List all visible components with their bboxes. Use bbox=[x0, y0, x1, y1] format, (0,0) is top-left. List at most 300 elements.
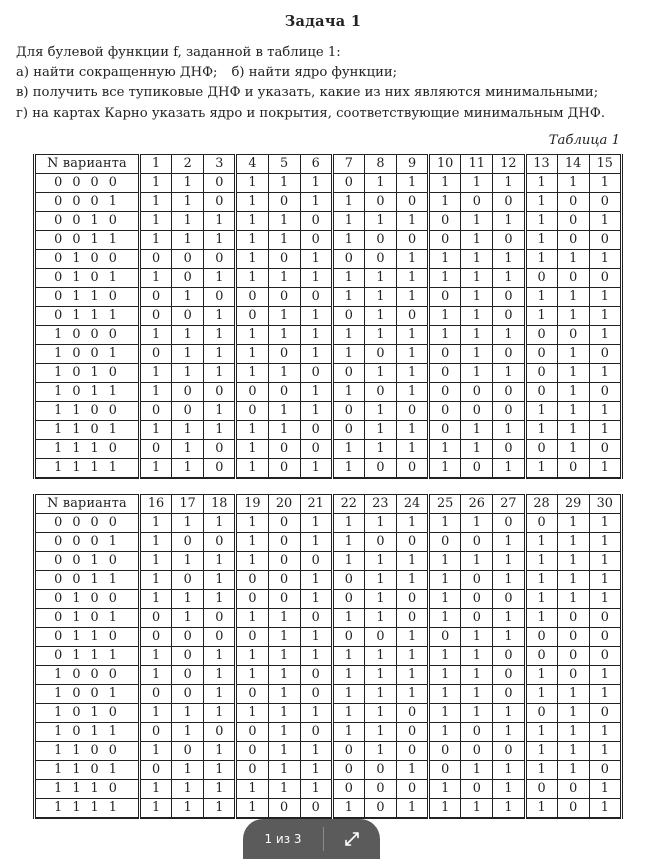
function-value: 1 bbox=[493, 704, 525, 723]
function-value: 0 bbox=[268, 552, 300, 571]
function-value: 1 bbox=[300, 628, 332, 647]
function-value: 1 bbox=[589, 514, 621, 533]
function-value: 1 bbox=[364, 440, 396, 459]
variant-header: 23 bbox=[364, 495, 396, 514]
function-value: 1 bbox=[589, 590, 621, 609]
function-value: 1 bbox=[236, 345, 268, 364]
function-value: 0 bbox=[493, 231, 525, 250]
function-value: 0 bbox=[236, 383, 268, 402]
input-combination: 1 1 1 0 bbox=[35, 780, 140, 799]
function-value: 0 bbox=[589, 269, 621, 288]
function-value: 1 bbox=[332, 723, 364, 742]
function-value: 1 bbox=[429, 269, 461, 288]
function-value: 1 bbox=[300, 590, 332, 609]
function-value: 1 bbox=[525, 552, 557, 571]
function-value: 0 bbox=[589, 383, 621, 402]
function-value: 1 bbox=[525, 723, 557, 742]
function-value: 1 bbox=[236, 533, 268, 552]
function-value: 1 bbox=[332, 231, 364, 250]
function-value: 1 bbox=[140, 459, 172, 479]
table-row bbox=[35, 250, 622, 269]
input-combination: 0 0 0 1 bbox=[35, 193, 140, 212]
function-value: 0 bbox=[429, 231, 461, 250]
function-value: 0 bbox=[493, 514, 525, 533]
function-value: 1 bbox=[236, 609, 268, 628]
intro-item-d: г) на картах Карно указать ядро и покрытия, соответствующие минимальным ДНФ. bbox=[16, 105, 606, 121]
function-value: 0 bbox=[493, 345, 525, 364]
variant-header: 17 bbox=[172, 495, 204, 514]
function-value: 1 bbox=[300, 761, 332, 780]
function-value: 1 bbox=[557, 174, 589, 193]
function-value: 1 bbox=[557, 590, 589, 609]
function-value: 0 bbox=[236, 307, 268, 326]
function-value: 0 bbox=[364, 383, 396, 402]
function-value: 1 bbox=[300, 647, 332, 666]
pdf-page-controls bbox=[243, 819, 380, 859]
function-value: 1 bbox=[268, 307, 300, 326]
function-value: 1 bbox=[397, 440, 429, 459]
variant-header: 1 bbox=[140, 155, 172, 174]
function-value: 1 bbox=[397, 647, 429, 666]
function-value: 1 bbox=[204, 666, 236, 685]
function-value: 0 bbox=[172, 628, 204, 647]
function-value: 1 bbox=[429, 780, 461, 799]
function-value: 1 bbox=[140, 212, 172, 231]
function-value: 0 bbox=[332, 780, 364, 799]
function-value: 0 bbox=[300, 421, 332, 440]
function-value: 1 bbox=[332, 799, 364, 819]
function-value: 1 bbox=[172, 421, 204, 440]
function-value: 0 bbox=[300, 440, 332, 459]
function-value: 0 bbox=[525, 514, 557, 533]
table-row bbox=[35, 628, 622, 647]
function-value: 1 bbox=[204, 364, 236, 383]
function-value: 1 bbox=[364, 723, 396, 742]
function-value: 0 bbox=[268, 383, 300, 402]
page-indicator: 1 из 3 bbox=[264, 832, 302, 846]
function-value: 0 bbox=[332, 421, 364, 440]
function-value: 1 bbox=[429, 590, 461, 609]
function-value: 1 bbox=[204, 685, 236, 704]
function-value: 1 bbox=[204, 212, 236, 231]
function-value: 1 bbox=[140, 421, 172, 440]
function-value: 1 bbox=[204, 571, 236, 590]
table-row bbox=[35, 571, 622, 590]
input-combination: 0 0 0 0 bbox=[35, 174, 140, 193]
function-value: 1 bbox=[525, 571, 557, 590]
function-value: 0 bbox=[429, 364, 461, 383]
function-value: 1 bbox=[172, 440, 204, 459]
function-value: 0 bbox=[364, 780, 396, 799]
function-value: 1 bbox=[429, 307, 461, 326]
function-value: 0 bbox=[557, 799, 589, 819]
function-value: 1 bbox=[397, 628, 429, 647]
function-value: 1 bbox=[236, 250, 268, 269]
function-value: 0 bbox=[140, 723, 172, 742]
function-value: 1 bbox=[236, 459, 268, 479]
input-combination: 1 1 0 0 bbox=[35, 402, 140, 421]
function-value: 1 bbox=[589, 780, 621, 799]
function-value: 0 bbox=[429, 628, 461, 647]
function-value: 0 bbox=[268, 459, 300, 479]
function-value: 1 bbox=[493, 628, 525, 647]
function-value: 1 bbox=[140, 552, 172, 571]
function-value: 1 bbox=[461, 647, 493, 666]
function-value: 1 bbox=[204, 590, 236, 609]
input-combination: 0 0 0 1 bbox=[35, 533, 140, 552]
input-combination: 1 0 0 0 bbox=[35, 666, 140, 685]
function-value: 0 bbox=[493, 590, 525, 609]
function-value: 1 bbox=[557, 514, 589, 533]
variant-header: 30 bbox=[589, 495, 621, 514]
variant-header: 28 bbox=[525, 495, 557, 514]
function-value: 1 bbox=[140, 174, 172, 193]
function-value: 0 bbox=[268, 250, 300, 269]
function-value: 1 bbox=[268, 780, 300, 799]
function-value: 1 bbox=[493, 761, 525, 780]
table-row bbox=[35, 402, 622, 421]
function-value: 1 bbox=[397, 288, 429, 307]
function-value: 1 bbox=[300, 571, 332, 590]
function-value: 1 bbox=[140, 590, 172, 609]
function-value: 1 bbox=[300, 383, 332, 402]
function-value: 0 bbox=[204, 628, 236, 647]
function-value: 1 bbox=[332, 440, 364, 459]
intro-item-c: в) получить все тупиковые ДНФ и указать, какие из них являются минимальными; bbox=[16, 85, 599, 101]
function-value: 0 bbox=[332, 307, 364, 326]
function-value: 0 bbox=[557, 647, 589, 666]
function-value: 1 bbox=[204, 761, 236, 780]
function-value: 0 bbox=[236, 571, 268, 590]
function-value: 1 bbox=[589, 571, 621, 590]
function-value: 1 bbox=[493, 609, 525, 628]
function-value: 1 bbox=[364, 307, 396, 326]
function-value: 1 bbox=[589, 250, 621, 269]
variant-header: 29 bbox=[557, 495, 589, 514]
function-value: 1 bbox=[461, 269, 493, 288]
function-value: 1 bbox=[525, 742, 557, 761]
function-value: 1 bbox=[589, 421, 621, 440]
function-value: 1 bbox=[236, 421, 268, 440]
function-value: 0 bbox=[589, 609, 621, 628]
function-value: 1 bbox=[589, 212, 621, 231]
function-value: 1 bbox=[300, 459, 332, 479]
function-value: 1 bbox=[140, 364, 172, 383]
function-value: 0 bbox=[397, 742, 429, 761]
variant-header: 24 bbox=[397, 495, 429, 514]
function-value: 1 bbox=[364, 609, 396, 628]
variant-header: 18 bbox=[204, 495, 236, 514]
function-value: 0 bbox=[557, 609, 589, 628]
function-value: 1 bbox=[300, 174, 332, 193]
function-value: 1 bbox=[557, 723, 589, 742]
table-row bbox=[35, 552, 622, 571]
function-value: 0 bbox=[364, 345, 396, 364]
table-row bbox=[35, 174, 622, 193]
function-value: 0 bbox=[557, 193, 589, 212]
function-value: 0 bbox=[461, 780, 493, 799]
function-value: 1 bbox=[172, 288, 204, 307]
function-value: 1 bbox=[397, 269, 429, 288]
function-value: 1 bbox=[172, 609, 204, 628]
function-value: 1 bbox=[332, 685, 364, 704]
function-value: 1 bbox=[364, 514, 396, 533]
function-value: 0 bbox=[589, 231, 621, 250]
function-value: 0 bbox=[525, 628, 557, 647]
function-value: 1 bbox=[364, 269, 396, 288]
function-value: 1 bbox=[429, 609, 461, 628]
function-value: 1 bbox=[397, 685, 429, 704]
function-value: 1 bbox=[589, 326, 621, 345]
input-combination: 1 0 0 0 bbox=[35, 326, 140, 345]
variant-header: 8 bbox=[364, 155, 396, 174]
function-value: 0 bbox=[364, 193, 396, 212]
table-caption: Таблица 1 bbox=[548, 133, 620, 148]
function-value: 1 bbox=[172, 326, 204, 345]
function-value: 1 bbox=[172, 174, 204, 193]
table-row bbox=[35, 666, 622, 685]
function-value: 1 bbox=[397, 364, 429, 383]
function-value: 1 bbox=[268, 647, 300, 666]
function-value: 1 bbox=[493, 269, 525, 288]
function-value: 1 bbox=[589, 533, 621, 552]
function-value: 1 bbox=[172, 364, 204, 383]
function-value: 1 bbox=[493, 552, 525, 571]
function-value: 0 bbox=[557, 780, 589, 799]
function-value: 0 bbox=[332, 250, 364, 269]
function-value: 0 bbox=[140, 288, 172, 307]
function-value: 0 bbox=[172, 666, 204, 685]
function-value: 0 bbox=[397, 704, 429, 723]
function-value: 1 bbox=[589, 288, 621, 307]
expand-button[interactable] bbox=[324, 831, 380, 847]
function-value: 1 bbox=[236, 269, 268, 288]
function-value: 0 bbox=[332, 364, 364, 383]
function-value: 0 bbox=[461, 742, 493, 761]
function-value: 1 bbox=[364, 364, 396, 383]
function-value: 1 bbox=[525, 307, 557, 326]
table-row bbox=[35, 193, 622, 212]
function-value: 1 bbox=[268, 666, 300, 685]
variant-header: 13 bbox=[525, 155, 557, 174]
table-row bbox=[35, 780, 622, 799]
function-value: 0 bbox=[429, 761, 461, 780]
function-value: 0 bbox=[493, 440, 525, 459]
function-value: 1 bbox=[236, 212, 268, 231]
function-value: 1 bbox=[236, 514, 268, 533]
function-value: 1 bbox=[204, 742, 236, 761]
variant-header: 16 bbox=[140, 495, 172, 514]
function-value: 1 bbox=[364, 421, 396, 440]
function-value: 1 bbox=[236, 780, 268, 799]
label-header: N варианта bbox=[35, 155, 140, 174]
table-header-row bbox=[35, 495, 622, 514]
function-value: 1 bbox=[461, 288, 493, 307]
function-value: 1 bbox=[172, 723, 204, 742]
function-value: 1 bbox=[236, 799, 268, 819]
function-value: 1 bbox=[332, 533, 364, 552]
function-value: 1 bbox=[397, 552, 429, 571]
function-value: 1 bbox=[300, 269, 332, 288]
truth-table-block-2 bbox=[33, 494, 623, 819]
function-value: 1 bbox=[236, 704, 268, 723]
function-value: 1 bbox=[557, 533, 589, 552]
function-value: 0 bbox=[332, 402, 364, 421]
function-value: 1 bbox=[557, 552, 589, 571]
function-value: 0 bbox=[172, 383, 204, 402]
function-value: 0 bbox=[204, 250, 236, 269]
function-value: 0 bbox=[493, 685, 525, 704]
function-value: 1 bbox=[204, 799, 236, 819]
variant-header: 25 bbox=[429, 495, 461, 514]
function-value: 0 bbox=[204, 723, 236, 742]
function-value: 1 bbox=[429, 723, 461, 742]
function-value: 0 bbox=[589, 345, 621, 364]
function-value: 0 bbox=[397, 609, 429, 628]
function-value: 1 bbox=[429, 326, 461, 345]
function-value: 1 bbox=[140, 533, 172, 552]
input-combination: 1 0 1 1 bbox=[35, 383, 140, 402]
function-value: 1 bbox=[300, 193, 332, 212]
function-value: 0 bbox=[461, 609, 493, 628]
function-value: 0 bbox=[461, 533, 493, 552]
function-value: 1 bbox=[204, 269, 236, 288]
function-value: 0 bbox=[268, 533, 300, 552]
function-value: 0 bbox=[589, 647, 621, 666]
function-value: 1 bbox=[589, 307, 621, 326]
input-combination: 1 1 1 0 bbox=[35, 440, 140, 459]
table-row bbox=[35, 609, 622, 628]
function-value: 1 bbox=[461, 666, 493, 685]
function-value: 1 bbox=[493, 174, 525, 193]
function-value: 1 bbox=[493, 421, 525, 440]
function-value: 1 bbox=[268, 685, 300, 704]
function-value: 1 bbox=[140, 571, 172, 590]
function-value: 0 bbox=[461, 723, 493, 742]
function-value: 0 bbox=[364, 533, 396, 552]
function-value: 1 bbox=[429, 799, 461, 819]
function-value: 1 bbox=[525, 590, 557, 609]
table-row bbox=[35, 742, 622, 761]
function-value: 1 bbox=[140, 799, 172, 819]
function-value: 1 bbox=[429, 666, 461, 685]
function-value: 1 bbox=[268, 174, 300, 193]
function-value: 1 bbox=[172, 459, 204, 479]
table-row bbox=[35, 364, 622, 383]
function-value: 1 bbox=[172, 514, 204, 533]
function-value: 0 bbox=[557, 212, 589, 231]
input-combination: 1 0 1 1 bbox=[35, 723, 140, 742]
function-value: 1 bbox=[268, 326, 300, 345]
function-value: 0 bbox=[429, 421, 461, 440]
function-value: 1 bbox=[300, 345, 332, 364]
function-value: 0 bbox=[268, 590, 300, 609]
function-value: 0 bbox=[236, 742, 268, 761]
input-combination: 0 1 0 1 bbox=[35, 269, 140, 288]
function-value: 1 bbox=[332, 666, 364, 685]
function-value: 1 bbox=[364, 704, 396, 723]
function-value: 0 bbox=[172, 402, 204, 421]
function-value: 1 bbox=[364, 174, 396, 193]
function-value: 0 bbox=[429, 533, 461, 552]
function-value: 1 bbox=[332, 647, 364, 666]
input-combination: 1 1 0 0 bbox=[35, 742, 140, 761]
function-value: 1 bbox=[589, 459, 621, 479]
function-value: 1 bbox=[461, 514, 493, 533]
variant-header: 11 bbox=[461, 155, 493, 174]
function-value: 0 bbox=[236, 628, 268, 647]
function-value: 1 bbox=[461, 421, 493, 440]
input-combination: 0 1 0 1 bbox=[35, 609, 140, 628]
function-value: 1 bbox=[397, 421, 429, 440]
function-value: 0 bbox=[172, 571, 204, 590]
function-value: 1 bbox=[236, 440, 268, 459]
function-value: 0 bbox=[364, 231, 396, 250]
function-value: 1 bbox=[300, 250, 332, 269]
function-value: 0 bbox=[332, 628, 364, 647]
function-value: 0 bbox=[429, 288, 461, 307]
function-value: 1 bbox=[204, 552, 236, 571]
function-value: 0 bbox=[557, 269, 589, 288]
function-value: 1 bbox=[461, 174, 493, 193]
function-value: 0 bbox=[204, 440, 236, 459]
function-value: 1 bbox=[332, 552, 364, 571]
function-value: 1 bbox=[461, 250, 493, 269]
input-combination: 0 1 1 0 bbox=[35, 288, 140, 307]
function-value: 1 bbox=[332, 609, 364, 628]
function-value: 1 bbox=[557, 704, 589, 723]
function-value: 1 bbox=[589, 364, 621, 383]
function-value: 0 bbox=[525, 345, 557, 364]
function-value: 1 bbox=[140, 326, 172, 345]
table-row bbox=[35, 723, 622, 742]
function-value: 1 bbox=[525, 212, 557, 231]
function-value: 0 bbox=[140, 307, 172, 326]
function-value: 0 bbox=[525, 704, 557, 723]
function-value: 0 bbox=[236, 685, 268, 704]
function-value: 1 bbox=[332, 383, 364, 402]
function-value: 1 bbox=[332, 269, 364, 288]
table-row bbox=[35, 799, 622, 819]
function-value: 1 bbox=[461, 704, 493, 723]
function-value: 0 bbox=[525, 780, 557, 799]
function-value: 1 bbox=[140, 383, 172, 402]
function-value: 1 bbox=[204, 402, 236, 421]
function-value: 1 bbox=[140, 742, 172, 761]
function-value: 0 bbox=[268, 514, 300, 533]
function-value: 0 bbox=[493, 307, 525, 326]
function-value: 1 bbox=[461, 231, 493, 250]
function-value: 1 bbox=[300, 514, 332, 533]
function-value: 1 bbox=[493, 250, 525, 269]
truth-table-block-1 bbox=[33, 154, 623, 479]
function-value: 0 bbox=[525, 647, 557, 666]
function-value: 1 bbox=[589, 723, 621, 742]
function-value: 1 bbox=[204, 421, 236, 440]
function-value: 0 bbox=[364, 459, 396, 479]
table-row bbox=[35, 685, 622, 704]
expand-icon bbox=[344, 831, 360, 847]
function-value: 0 bbox=[140, 250, 172, 269]
function-value: 0 bbox=[332, 761, 364, 780]
function-value: 1 bbox=[140, 269, 172, 288]
table-header-row bbox=[35, 155, 622, 174]
variant-header: 2 bbox=[172, 155, 204, 174]
function-value: 1 bbox=[172, 193, 204, 212]
function-value: 1 bbox=[300, 326, 332, 345]
function-value: 1 bbox=[397, 250, 429, 269]
function-value: 0 bbox=[557, 628, 589, 647]
